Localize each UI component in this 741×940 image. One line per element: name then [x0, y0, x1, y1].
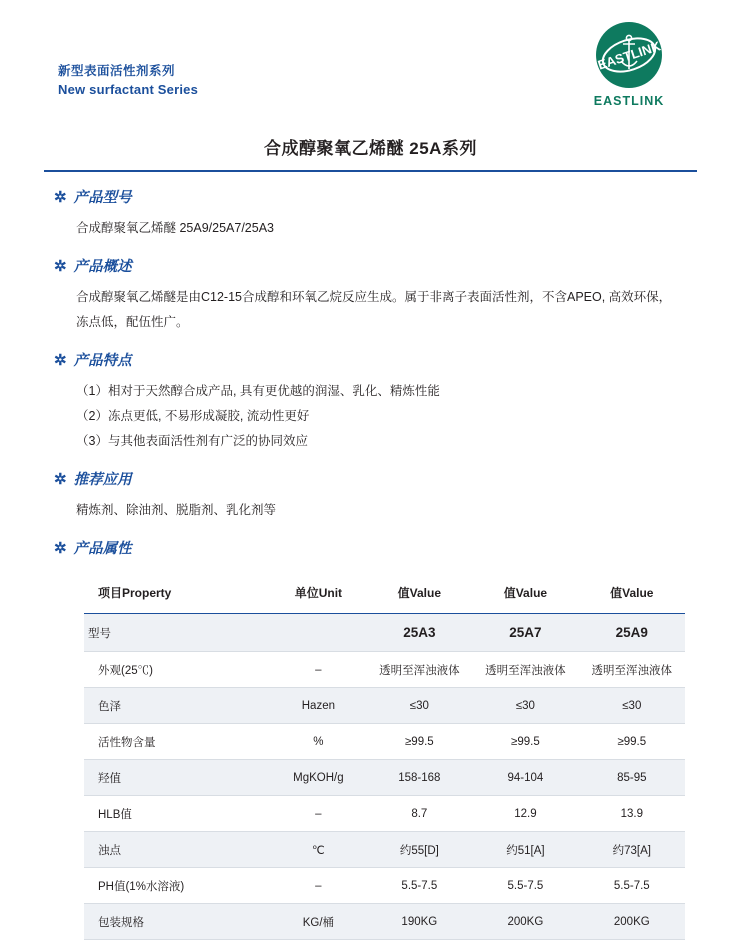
table-cell: 约51[A]	[472, 832, 578, 868]
svg-text:EASTLINK: EASTLINK	[596, 38, 662, 73]
table-cell: 透明至浑浊液体	[366, 652, 472, 688]
section-body	[76, 498, 697, 523]
table-cell: %	[270, 724, 366, 760]
table-cell: –	[270, 796, 366, 832]
table-header-cell: 值Value	[472, 574, 578, 614]
table-cell: 85-95	[579, 760, 685, 796]
table-cell: 25A7	[472, 614, 578, 652]
section-body	[76, 379, 697, 454]
table-cell: 羟值	[84, 760, 270, 796]
table-cell: 190KG	[366, 904, 472, 940]
body-line: 精炼剂、除油剂、脱脂剂、乳化剂等	[76, 503, 277, 517]
table-cell: 5.5-7.5	[366, 868, 472, 904]
table-cell: 型号	[84, 614, 270, 652]
section-body	[76, 285, 697, 335]
asterisk-icon: ✲	[54, 352, 67, 369]
table-cell: 158-168	[366, 760, 472, 796]
table-cell: 外观(25℃)	[84, 652, 270, 688]
table-cell: –	[270, 868, 366, 904]
table-cell: 浊点	[84, 832, 270, 868]
title-divider	[44, 170, 697, 172]
table-cell: 94-104	[472, 760, 578, 796]
logo-circle-icon	[596, 22, 662, 88]
table-cell: Hazen	[270, 688, 366, 724]
table-cell	[270, 614, 366, 652]
table-cell: 透明至浑浊液体	[472, 652, 578, 688]
section-product-features	[44, 352, 697, 454]
properties-table	[84, 574, 685, 940]
section-heading	[54, 189, 697, 207]
asterisk-icon: ✲	[54, 189, 67, 206]
section-title: 产品属性	[73, 541, 132, 557]
page-title: 合成醇聚氧乙烯醚 25A系列	[264, 139, 477, 158]
section-body	[76, 216, 697, 241]
table-cell: 8.7	[366, 796, 472, 832]
table-row	[84, 760, 685, 796]
body-line: 冻点低，配伍性广。	[76, 315, 189, 329]
table-cell: 5.5-7.5	[579, 868, 685, 904]
table-cell: HLB值	[84, 796, 270, 832]
table-row	[84, 832, 685, 868]
table-cell: 活性物含量	[84, 724, 270, 760]
table-row	[84, 652, 685, 688]
section-title: 产品概述	[73, 259, 132, 275]
section-heading	[54, 540, 697, 558]
table-header-cell: 单位Unit	[270, 574, 366, 614]
table-cell: 约55[D]	[366, 832, 472, 868]
asterisk-icon: ✲	[54, 471, 67, 488]
table-cell: 包装规格	[84, 904, 270, 940]
table-cell: KG/桶	[270, 904, 366, 940]
table-cell: 12.9	[472, 796, 578, 832]
section-title: 产品型号	[73, 190, 132, 206]
table-cell: 25A3	[366, 614, 472, 652]
properties-table-wrapper	[84, 574, 685, 940]
table-cell: 色泽	[84, 688, 270, 724]
table-cell: 5.5-7.5	[472, 868, 578, 904]
table-cell: MgKOH/g	[270, 760, 366, 796]
table-cell: 25A9	[579, 614, 685, 652]
section-product-properties	[44, 540, 697, 940]
section-recommended-applications	[44, 471, 697, 523]
section-product-overview	[44, 258, 697, 335]
table-cell: 200KG	[579, 904, 685, 940]
table-cell: 约73[A]	[579, 832, 685, 868]
table-cell: 13.9	[579, 796, 685, 832]
table-cell: 透明至浑浊液体	[579, 652, 685, 688]
table-row	[84, 688, 685, 724]
table-header-cell: 值Value	[366, 574, 472, 614]
table-cell: ℃	[270, 832, 366, 868]
table-row	[84, 796, 685, 832]
section-heading	[54, 258, 697, 276]
table-cell: ≤30	[472, 688, 578, 724]
series-label-cn: 新型表面活性剂系列	[58, 64, 176, 78]
table-header-cell: 值Value	[579, 574, 685, 614]
series-label	[58, 62, 198, 100]
body-line: （3）与其他表面活性剂有广泛的协同效应	[76, 434, 308, 448]
table-row	[84, 868, 685, 904]
table-row	[84, 614, 685, 652]
table-header-cell: 项目Property	[84, 574, 270, 614]
logo-anchor-icon	[596, 22, 662, 88]
table-cell: ≥99.5	[472, 724, 578, 760]
section-title: 产品特点	[73, 353, 132, 369]
company-logo	[569, 22, 689, 108]
table-cell: ≤30	[366, 688, 472, 724]
body-line: 合成醇聚氧乙烯醚 25A9/25A7/25A3	[76, 221, 274, 235]
table-cell: PH值(1%水溶液)	[84, 868, 270, 904]
section-heading	[54, 471, 697, 489]
table-cell: 200KG	[472, 904, 578, 940]
section-heading	[54, 352, 697, 370]
document-header	[44, 0, 697, 118]
table-cell: ≥99.5	[366, 724, 472, 760]
body-line: 合成醇聚氧乙烯醚是由C12-15合成醇和环氧乙烷反应生成。属于非离子表面活性剂，不含APEO, 高效环保，	[76, 290, 672, 304]
body-line: （1）相对于天然醇合成产品, 具有更优越的润湿、乳化、精炼性能	[76, 384, 440, 398]
table-body	[84, 614, 685, 940]
logo-company-name: EASTLINK	[593, 94, 665, 108]
table-row	[84, 904, 685, 940]
asterisk-icon: ✲	[54, 540, 67, 557]
series-label-en: New surfactant Series	[58, 82, 199, 97]
section-title: 推荐应用	[73, 472, 132, 488]
body-line: （2）冻点更低, 不易形成凝胶, 流动性更好	[76, 409, 310, 423]
table-cell: ≤30	[579, 688, 685, 724]
asterisk-icon: ✲	[54, 258, 67, 275]
section-product-model	[44, 189, 697, 241]
table-cell: ≥99.5	[579, 724, 685, 760]
table-cell: –	[270, 652, 366, 688]
table-row	[84, 724, 685, 760]
table-header-row	[84, 574, 685, 614]
